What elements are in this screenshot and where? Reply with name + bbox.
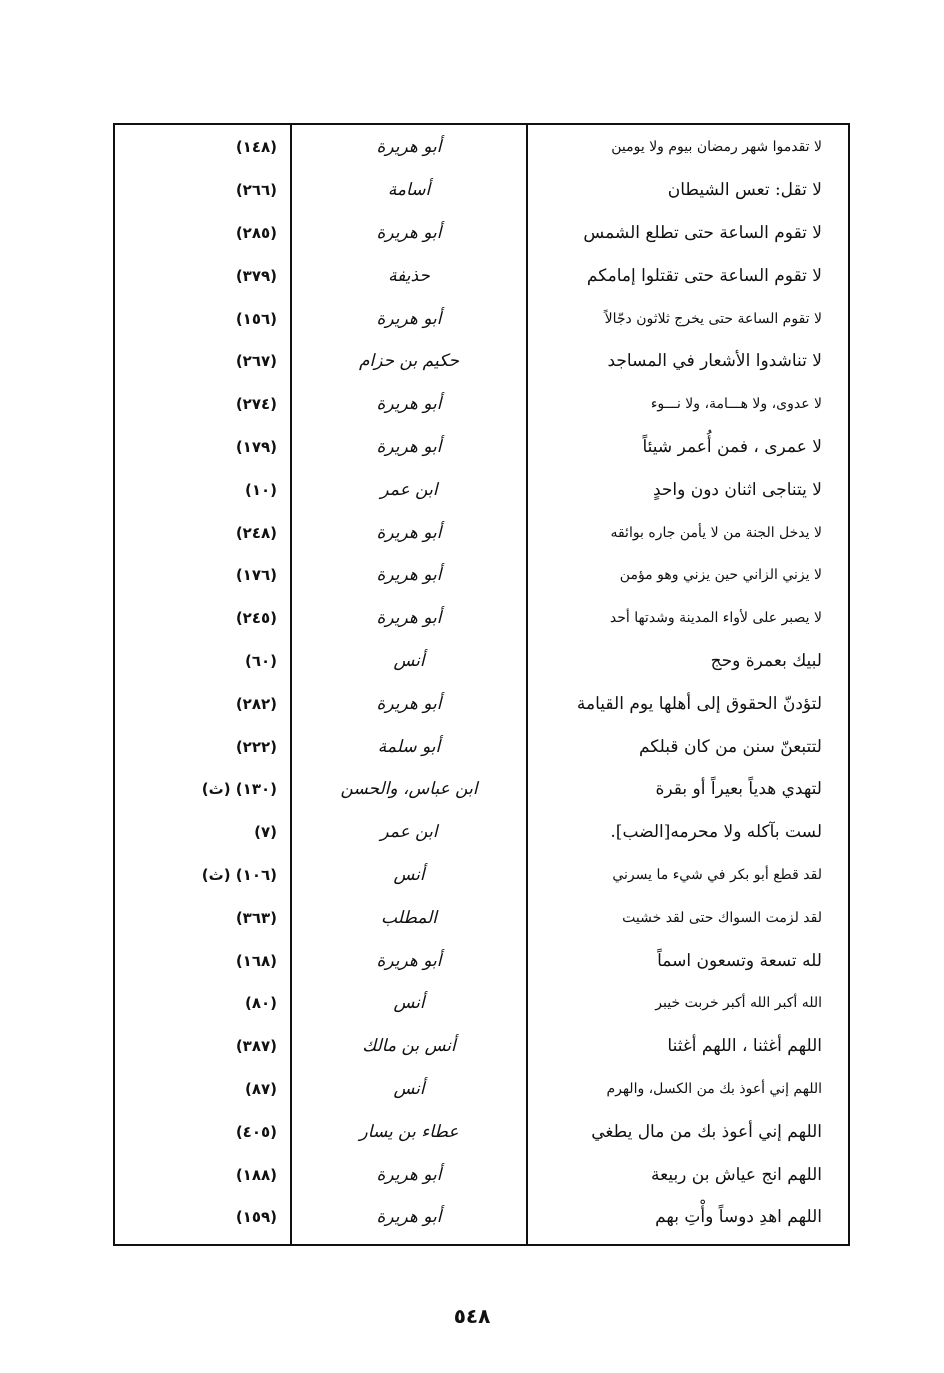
hadith-text: لتهدي هدياً بعيراً أو بقرة (655, 779, 822, 800)
hadith-reference-number: (٢٨٢) (235, 694, 277, 713)
table-row (115, 1110, 848, 1153)
page-number: ٥٤٨ (453, 1304, 491, 1328)
hadith-reference-number: (١٤٨) (235, 138, 277, 157)
table-row (115, 725, 848, 768)
table-row (115, 169, 848, 212)
hadith-reference-number: (٤٠٥) (235, 1122, 277, 1141)
table-row (115, 939, 848, 982)
hadith-text: اللهم أغثنا ، اللهم أغثنا (667, 1036, 822, 1057)
narrator-name: أنس بن مالك (362, 1036, 456, 1057)
hadith-reference-number: (٢٦٦) (235, 181, 277, 200)
table-row (115, 297, 848, 340)
hadith-reference-number: (٢٦٧) (235, 352, 277, 371)
hadith-text: لا تقوم الساعة حتى يخرج ثلاثون دجّالاً (604, 310, 822, 327)
hadith-text: لا تقوم الساعة حتى تقتلوا إمامكم (586, 265, 822, 286)
hadith-reference-number: (٨٧) (244, 1079, 277, 1098)
hadith-text: لا تقوم الساعة حتى تطلع الشمس (583, 222, 822, 243)
narrator-name: حذيفة (388, 265, 430, 286)
table-row (115, 340, 848, 383)
table-row (115, 597, 848, 640)
narrator-name: أبو هريرة (376, 308, 442, 329)
table-row (115, 982, 848, 1025)
table-row (115, 254, 848, 297)
narrator-name: ابن عمر (380, 822, 438, 843)
narrator-name: أنس (393, 1078, 425, 1099)
hadith-reference-number: (١٠٦) (ث) (201, 865, 277, 884)
narrator-name: أبو سلمة (377, 736, 441, 757)
hadith-text: لا عدوى، ولا هـــامة، ولا نـــوء (650, 396, 822, 413)
hadith-text: اللهم اهدِ دوساً وأْتِ بهم (655, 1207, 822, 1228)
table-row (115, 1025, 848, 1068)
hadith-reference-number: (١٧٩) (235, 437, 277, 456)
hadith-text: لا يدخل الجنة من لا يأمن جاره بوائقه (610, 524, 822, 541)
hadith-text: اللهم إني أعوذ بك من الكسل، والهرم (606, 1080, 822, 1097)
narrator-name: أبو هريرة (376, 693, 442, 714)
hadith-text: اللهم انج عياش بن ربيعة (651, 1164, 822, 1185)
hadith-text: لقد لزمت السواك حتى لقد خشيت (622, 909, 822, 926)
hadith-reference-number: (١٦٨) (235, 951, 277, 970)
narrator-name: أبو هريرة (376, 137, 442, 158)
hadith-text: لا عمرى ، فمن أُعمر شيئاً (642, 436, 822, 457)
narrator-name: أبو هريرة (376, 1207, 442, 1228)
table-row (115, 768, 848, 811)
table-row (115, 126, 848, 169)
narrator-name: أبو هريرة (376, 222, 442, 243)
table-row (115, 511, 848, 554)
hadith-text: لا يزني الزاني حين يزني وهو مؤمن (619, 567, 822, 584)
hadith-text: لا تناشدوا الأشعار في المساجد (607, 351, 822, 372)
hadith-reference-number: (١٠) (244, 480, 277, 499)
hadith-text: لا يصبر على لأواء المدينة وشدتها أحد (609, 610, 822, 627)
table-row (115, 640, 848, 683)
narrator-name: أبو هريرة (376, 565, 442, 586)
table-row (115, 896, 848, 939)
narrator-name: أبو هريرة (376, 522, 442, 543)
hadith-reference-number: (٣٦٣) (235, 908, 277, 927)
hadith-text: لا يتناجى اثنان دون واحدٍ (652, 479, 822, 500)
hadith-text: لله تسعة وتسعون اسماً (657, 950, 822, 971)
hadith-reference-number: (١٥٦) (235, 309, 277, 328)
table-row (115, 682, 848, 725)
table-row (115, 468, 848, 511)
hadith-text: لتؤدنّ الحقوق إلى أهلها يوم القيامة (576, 693, 822, 714)
hadith-text: اللهم إني أعوذ بك من مال يطغي (591, 1121, 822, 1142)
narrator-name: المطلب (381, 907, 437, 928)
table-row (115, 854, 848, 897)
narrator-name: أبو هريرة (376, 950, 442, 971)
table-row (115, 1196, 848, 1239)
narrator-name: أنس (393, 864, 425, 885)
hadith-text: لست بآكله ولا محرمه[الضب]. (610, 822, 822, 843)
hadith-reference-number: (١٨٨) (235, 1165, 277, 1184)
hadith-text: لا تقدموا شهر رمضان بيوم ولا يومين (611, 139, 822, 156)
hadith-reference-number: (١٥٩) (235, 1208, 277, 1227)
table-row (115, 426, 848, 469)
narrator-name: أنس (393, 650, 425, 671)
narrator-name: أبو هريرة (376, 436, 442, 457)
hadith-reference-number: (٦٠) (244, 651, 277, 670)
hadith-text: الله أكبر الله أكبر خربت خيبر (655, 995, 822, 1012)
narrator-name: أسامة (387, 180, 431, 201)
hadith-text: لبيك بعمرة وحج (710, 650, 822, 671)
hadith-reference-number: (٧) (254, 823, 277, 842)
hadith-reference-number: (٢٧٤) (235, 395, 277, 414)
table-row (115, 554, 848, 597)
hadith-reference-number: (٢٨٥) (235, 223, 277, 242)
hadith-text: لقد قطع أبو بكر في شيء ما يسرني (612, 866, 822, 883)
narrator-name: أبو هريرة (376, 394, 442, 415)
narrator-name: أنس (393, 993, 425, 1014)
hadith-reference-number: (١٧٦) (235, 566, 277, 585)
narrator-name: ابن عمر (380, 479, 438, 500)
hadith-reference-number: (٢٤٥) (235, 609, 277, 628)
table-row (115, 1153, 848, 1196)
table-row (115, 212, 848, 255)
hadith-reference-number: (٢٤٨) (235, 523, 277, 542)
narrator-name: أبو هريرة (376, 608, 442, 629)
hadith-reference-number: (٣٨٧) (235, 1037, 277, 1056)
hadith-reference-number: (٢٢٢) (235, 737, 277, 756)
hadith-reference-number: (٨٠) (244, 994, 277, 1013)
hadith-text: لا تقل: تعس الشيطان (667, 180, 822, 201)
hadith-reference-number: (٣٧٩) (235, 266, 277, 285)
hadith-index-table (113, 123, 850, 1246)
narrator-name: حكيم بن حزام (359, 351, 459, 372)
table-row (115, 383, 848, 426)
narrator-name: أبو هريرة (376, 1164, 442, 1185)
narrator-name: عطاء بن يسار (359, 1121, 459, 1142)
hadith-text: لتتبعنّ سنن من كان قبلكم (638, 736, 822, 757)
narrator-name: ابن عباس، والحسن (340, 779, 478, 800)
table-row (115, 1068, 848, 1111)
hadith-reference-number: (١٣٠) (ث) (201, 780, 277, 799)
table-row (115, 811, 848, 854)
